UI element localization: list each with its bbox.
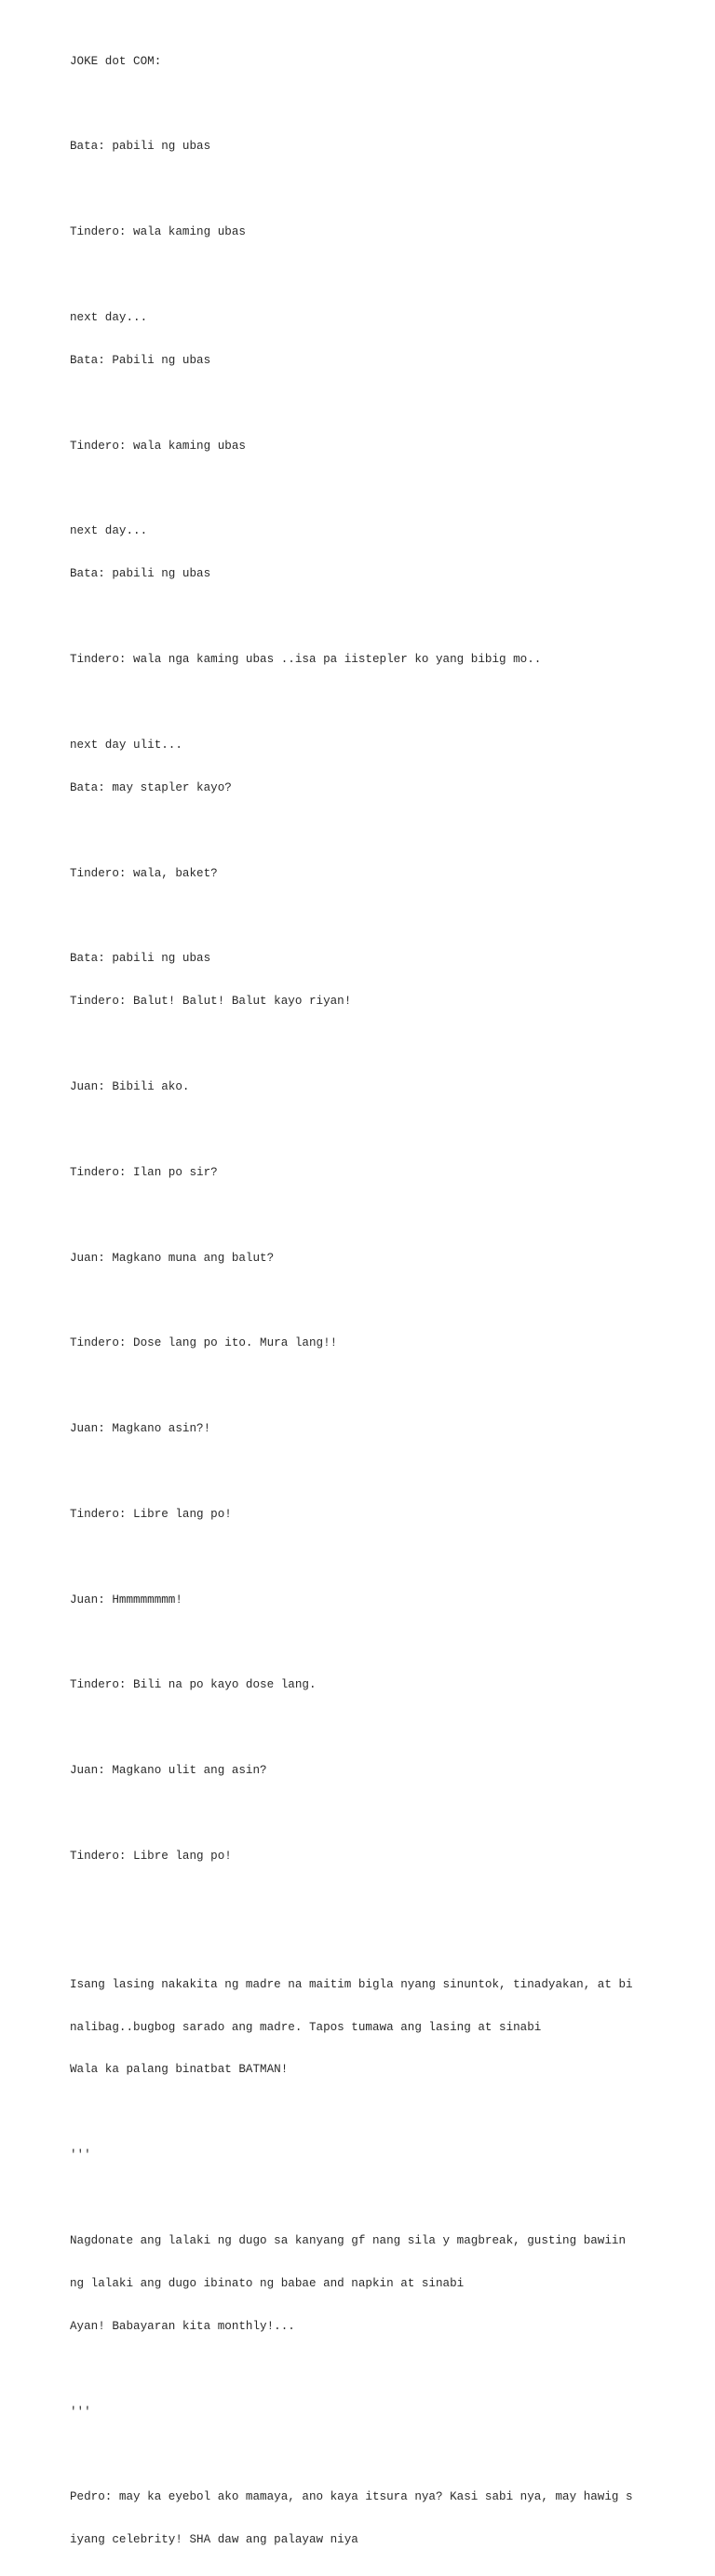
blank-line (70, 909, 647, 923)
blank-line (70, 1807, 647, 1821)
text-line: Bata: Pabili ng ubas (70, 353, 211, 367)
blank-line (70, 1935, 647, 1949)
text-line: Juan: Magkano ulit ang asin? (70, 1764, 267, 1778)
blank-line (70, 1209, 647, 1223)
text-line: Tindero: Libre lang po! (70, 1507, 232, 1521)
blank-line (70, 1721, 647, 1735)
text-line: JOKE dot COM: (70, 54, 162, 68)
blank-line (70, 2363, 647, 2377)
document-text (70, 26, 647, 2576)
blank-line (70, 1465, 647, 1479)
text-line: Tindero: Bili na po kayo dose lang. (70, 1678, 317, 1692)
blank-line (70, 183, 647, 197)
blank-line (70, 482, 647, 496)
blank-line (70, 2447, 647, 2461)
text-line: Tindero: wala kaming ubas (70, 225, 246, 239)
blank-line (70, 268, 647, 282)
text-line: Bata: may stapler kayo? (70, 780, 232, 794)
text-line: Tindero: Ilan po sir? (70, 1165, 218, 1179)
text-line: Juan: Bibili ako. (70, 1079, 190, 1093)
blank-line (70, 2191, 647, 2205)
blank-line (70, 610, 647, 624)
blank-line (70, 1294, 647, 1308)
text-line: Juan: Magkano asin?! (70, 1422, 211, 1436)
text-line: ''' (70, 2149, 91, 2162)
text-line: ''' (70, 2405, 91, 2419)
text-line: Bata: pabili ng ubas (70, 140, 211, 154)
blank-line (70, 2106, 647, 2120)
text-line: Wala ka palang binatbat BATMAN! (70, 2063, 289, 2077)
text-line: Tindero: Libre lang po! (70, 1850, 232, 1863)
text-line: next day... (70, 524, 148, 538)
blank-line (70, 824, 647, 838)
text-line: Tindero: wala, baket? (70, 866, 218, 880)
blank-line (70, 1037, 647, 1051)
text-line: Nagdonate ang lalaki ng dugo sa kanyang gf nang sila y magbreak, gusting bawiin (70, 2234, 627, 2248)
blank-line (70, 1892, 647, 1906)
blank-line (70, 1379, 647, 1393)
blank-line (70, 1123, 647, 1137)
text-line: Juan: Hmmmmmmmm! (70, 1593, 182, 1607)
text-line: next day... (70, 310, 148, 324)
blank-line (70, 1551, 647, 1565)
blank-line (70, 397, 647, 411)
text-line: Tindero: wala kaming ubas (70, 439, 246, 453)
text-line: Ayan! Babayaran kita monthly!... (70, 2319, 295, 2333)
text-line: nalibag..bugbog sarado ang madre. Tapos tumawa ang lasing at sinabi (70, 2020, 542, 2034)
blank-line (70, 696, 647, 710)
text-line: Tindero: Dose lang po ito. Mura lang!! (70, 1336, 338, 1350)
text-line: Juan: Magkano muna ang balut? (70, 1251, 275, 1265)
text-line: Bata: pabili ng ubas (70, 952, 211, 966)
blank-line (70, 97, 647, 111)
text-line: Isang lasing nakakita ng madre na maitim bigla nyang sinuntok, tinadyakan, at bi (70, 1977, 633, 1991)
text-line: Tindero: Balut! Balut! Balut kayo riyan! (70, 995, 352, 1009)
text-line: Bata: pabili ng ubas (70, 567, 211, 581)
text-line: next day ulit... (70, 738, 182, 752)
text-line: Tindero: wala nga kaming ubas ..isa pa iistepler ko yang bibig mo.. (70, 653, 542, 667)
text-line: Pedro: may ka eyebol ako mamaya, ano kaya itsura nya? Kasi sabi nya, may hawig s (70, 2490, 633, 2504)
blank-line (70, 1636, 647, 1650)
text-line: ng lalaki ang dugo ibinato ng babae and napkin at sinabi (70, 2276, 465, 2290)
text-line: iyang celebrity! SHA daw ang palayaw niya (70, 2533, 358, 2547)
